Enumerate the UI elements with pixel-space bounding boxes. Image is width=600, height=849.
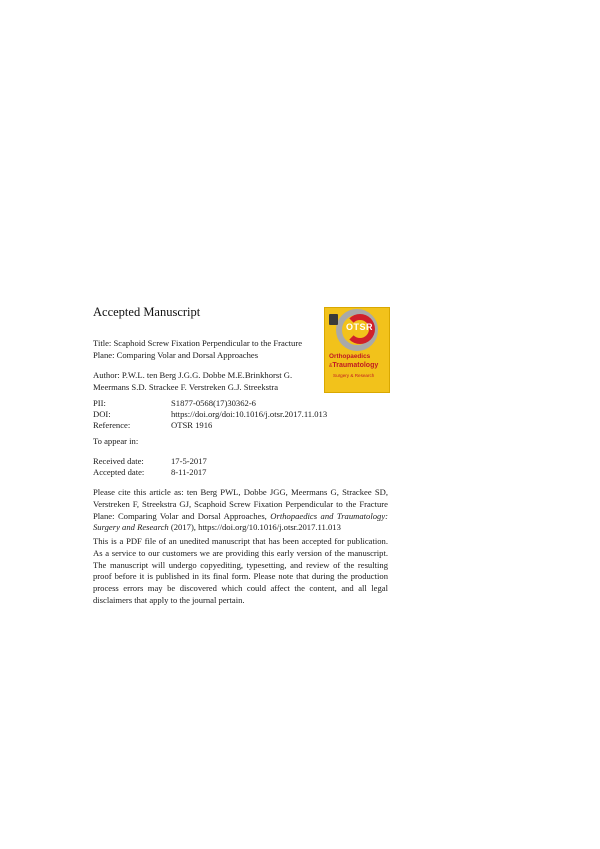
citation-text: Please cite this article as: ten Berg PWL, Dobbe JGG, Meermans G, Strackee SD, Verstreken F, Streekstra GJ, Scaphoid Screw Fixation Perpendicular to the Fracture Plane: Comparing Volar and Dorsal Approaches,: [93, 487, 388, 521]
cover-journal-amp: &: [329, 363, 333, 369]
meta-key: DOI:: [93, 409, 111, 419]
cover-journal-subtitle: Surgery & Research: [333, 373, 375, 378]
meta-key: PII:: [93, 398, 106, 408]
meta-value: OTSR 1916: [171, 420, 213, 430]
meta-key: Accepted date:: [93, 467, 145, 477]
disclaimer-paragraph: This is a PDF file of an unedited manuscript that has been accepted for publication. As a service to our customers we are providing this early version of the manuscript. The manuscript will undergo copyediting, typesetting, and review of the resulting proof before it is published in its final form. Please note that during the production process errors may be discovered which could affect the content, and all legal disclaimers that apply to the journal pertain.: [93, 536, 388, 605]
title-block: [93, 337, 315, 361]
cover-logo-text: OTSR: [346, 322, 374, 332]
elsevier-logo-icon: [329, 314, 338, 325]
cover-journal-word1: Orthopaedics: [329, 353, 371, 360]
cover-journal-word2: Traumatology: [332, 362, 379, 369]
citation-journal: Orthopaedics and Traumatology: Surgery and Research: [93, 510, 388, 533]
meta-key: Reference:: [93, 420, 131, 430]
doi-link[interactable]: https://doi.org/doi:10.1016/j.otsr.2017.11.013: [171, 409, 328, 419]
meta-value: S1877-0568(17)30362-6: [171, 398, 256, 408]
meta-key: Received date:: [93, 456, 144, 466]
author-list: P.W.L. ten Berg J.G.G. Dobbe M.E.Brinkhorst G. Meermans S.D. Strackee F. Verstreken G.J. Streekstra: [93, 370, 293, 392]
title-label: Title:: [93, 338, 112, 348]
citation-paragraph: [93, 487, 388, 534]
cover-journal-line2: [329, 362, 378, 369]
appear-in-label: To appear in:: [93, 436, 139, 446]
author-label: Author:: [93, 370, 120, 380]
journal-cover-image: [324, 307, 390, 393]
citation-doi: (2017), https://doi.org/10.1016/j.otsr.2017.11.013: [170, 522, 341, 533]
author-block: [93, 369, 315, 393]
page-heading: Accepted Manuscript: [93, 305, 201, 319]
meta-value: 17-5-2017: [171, 456, 207, 466]
meta-value: 8-11-2017: [171, 467, 207, 477]
cover-journal-line1: [329, 353, 370, 360]
article-title: Scaphoid Screw Fixation Perpendicular to the Fracture Plane: Comparing Volar and Dorsal Approaches: [93, 338, 303, 360]
